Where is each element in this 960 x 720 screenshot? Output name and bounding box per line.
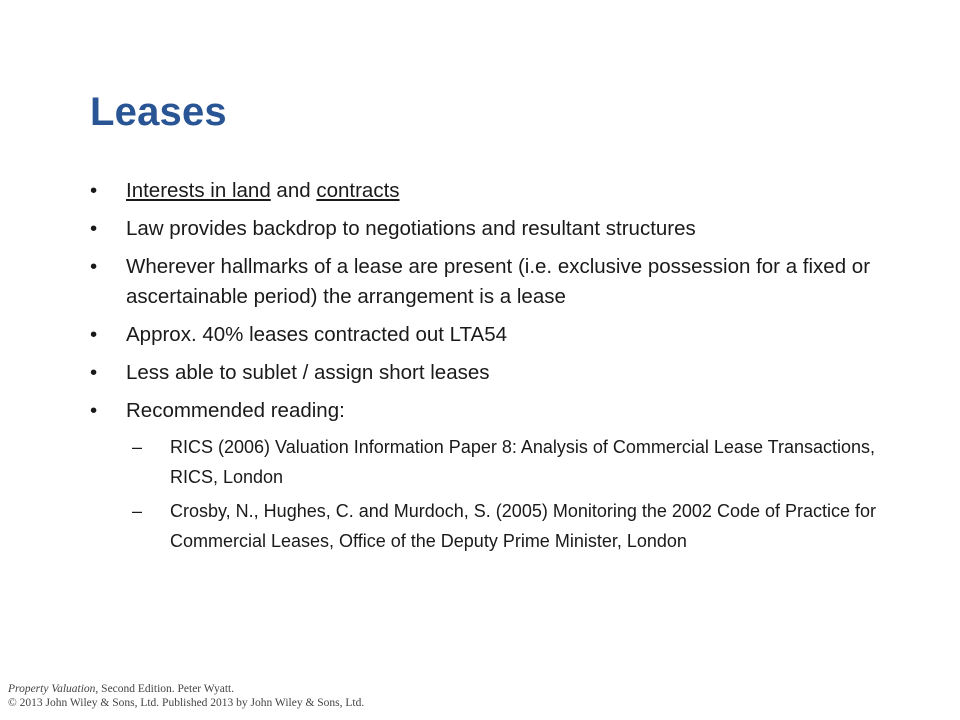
sub-bullet-list <box>126 432 900 556</box>
bullet-text: Recommended reading: <box>126 399 345 422</box>
bullet-glyph: • <box>90 361 98 384</box>
bullet-glyph: • <box>90 179 98 202</box>
copyright-footer <box>8 682 364 710</box>
bullet-text-contracts: contracts <box>316 179 400 202</box>
bullet-glyph: • <box>90 255 98 278</box>
dash-glyph: – <box>132 437 143 457</box>
slide-title: Leases <box>90 90 227 134</box>
sub-bullet-item <box>126 432 900 492</box>
bullet-text: Approx. 40% leases contracted out LTA54 <box>126 323 507 346</box>
bullet-item <box>90 396 900 556</box>
sub-bullet-text: RICS (2006) Valuation Information Paper 8: Analysis of Commercial Lease Transactions, RICS, London <box>170 437 876 487</box>
bullet-item <box>90 320 900 350</box>
bullet-text: Law provides backdrop to negotiations and resultant structures <box>126 217 696 240</box>
footer-book-title: Property Valuation <box>8 683 96 695</box>
footer-line-2: © 2013 John Wiley & Sons, Ltd. Published 2013 by John Wiley & Sons, Ltd. <box>8 697 365 709</box>
footer-line-1 <box>8 682 364 696</box>
bullet-text: Less able to sublet / assign short leases <box>126 361 490 384</box>
dash-glyph: – <box>132 501 143 521</box>
bullet-text-and: and <box>270 179 317 202</box>
bullet-list <box>90 176 900 564</box>
bullet-glyph: • <box>90 399 98 422</box>
bullet-text-interests-in-land: Interests in land <box>126 179 271 202</box>
bullet-item <box>90 214 900 244</box>
footer-edition: , Second Edition. Peter Wyatt. <box>95 683 235 695</box>
bullet-item <box>90 358 900 388</box>
bullet-item <box>90 176 900 206</box>
bullet-glyph: • <box>90 323 98 346</box>
sub-bullet-item <box>126 496 900 556</box>
bullet-glyph: • <box>90 217 98 240</box>
bullet-text: Wherever hallmarks of a lease are present (i.e. exclusive possession for a fixed or ascertainable period) the arrangement is a lease <box>126 255 871 308</box>
sub-bullet-text: Crosby, N., Hughes, C. and Murdoch, S. (2005) Monitoring the 2002 Code of Practice for Commercial Leases, Office of the Deputy Prime Minister, London <box>170 501 877 551</box>
bullet-item <box>90 252 900 312</box>
